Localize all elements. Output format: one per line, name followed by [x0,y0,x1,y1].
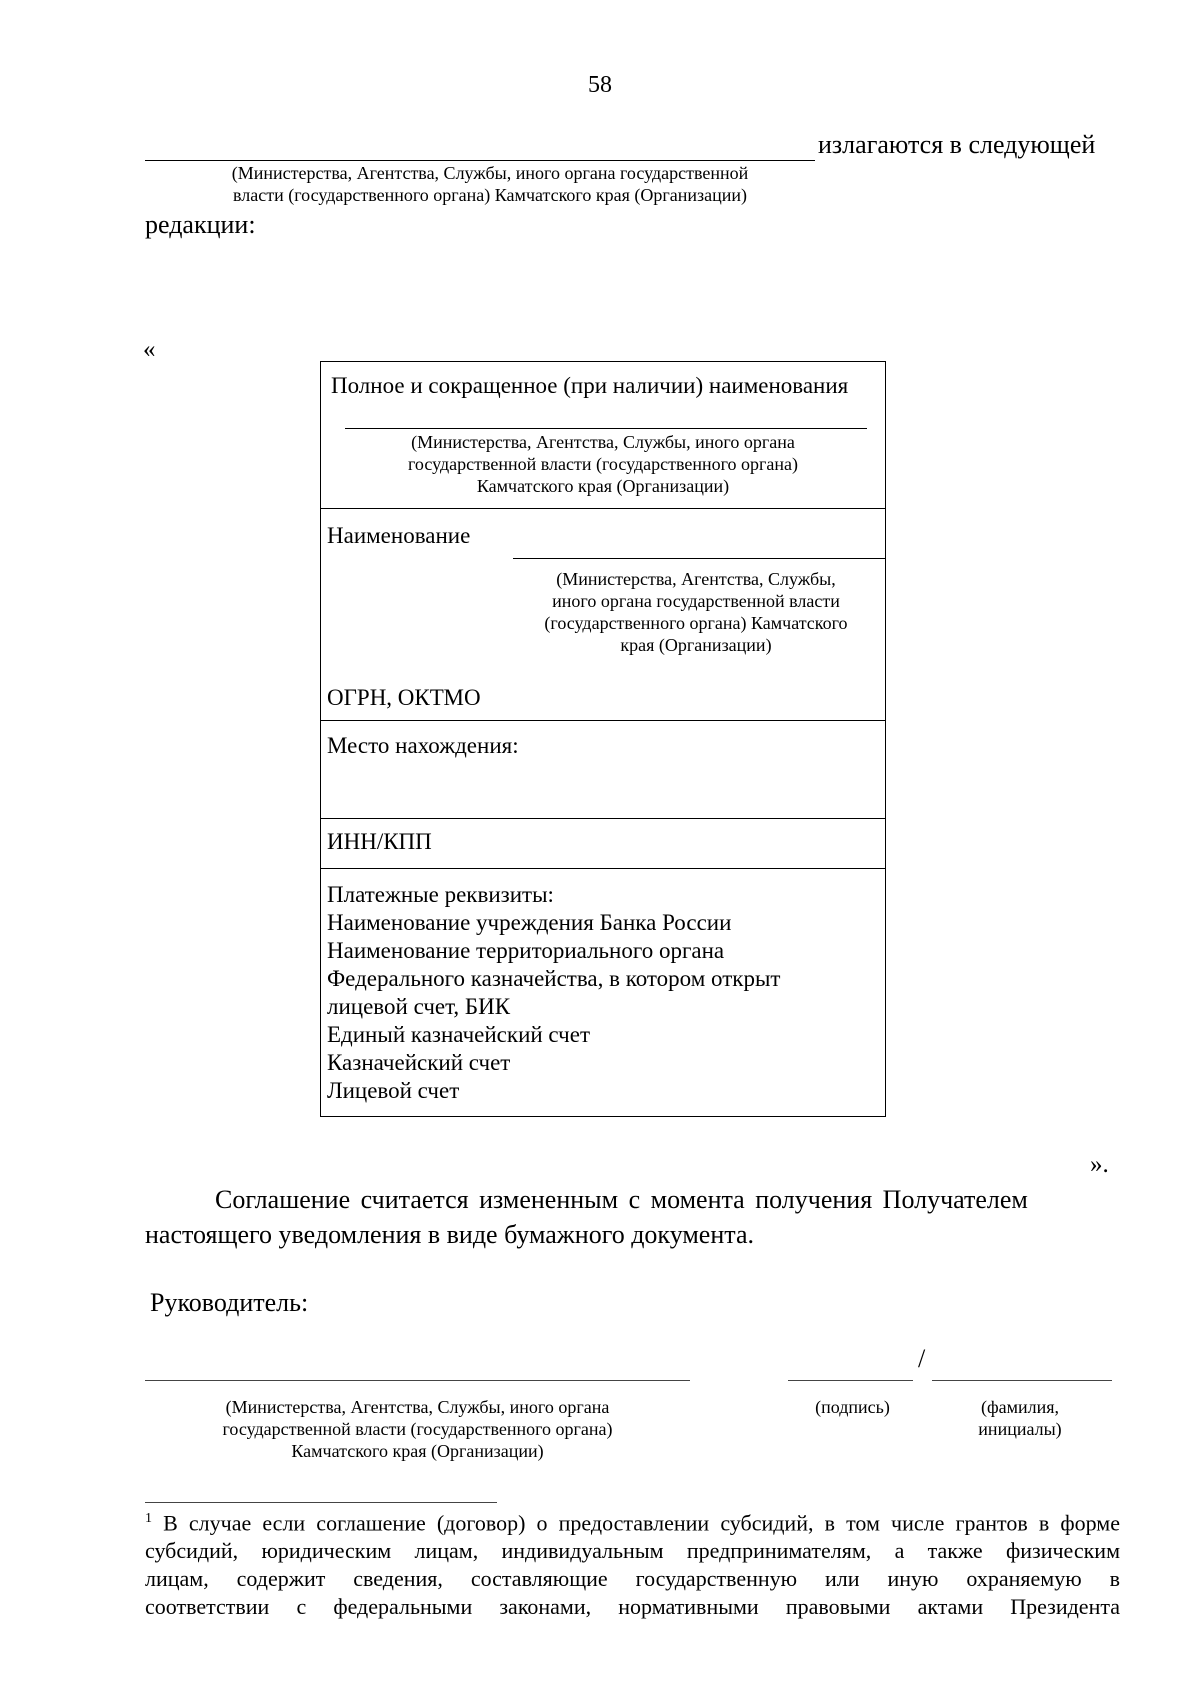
name-caption [511,568,881,656]
statement-line-1: Соглашение считается измененным с момента получения Получателем [215,1185,1028,1214]
statement-paragraph [145,1182,1105,1252]
payment-line: Наименование территориального органа [327,938,725,963]
footnote-separator [145,1502,497,1503]
caption-line: инициалы) [978,1419,1062,1439]
ministry-blank-line [145,160,815,161]
name-signature-line [932,1380,1112,1381]
caption-line: власти (государственного органа) Камчатского края (Организации) [233,185,747,205]
table-row-full-name [321,362,885,509]
name-label: Наименование [327,523,471,548]
caption-line: Камчатского края (Организации) [476,476,730,496]
footnote-line: субсидий, юридическим лицам, индивидуальным предпринимателям, а также физическим [145,1538,1120,1564]
footnote-line: соответствии с федеральными законами, нормативными правовыми актами Президента [145,1594,1120,1620]
payment-line: лицевой счет, БИК [327,994,511,1019]
name-blank-line [513,558,885,559]
caption-line: государственной власти (государственного органа) [222,1419,613,1439]
footnote-marker: 1 [145,1511,152,1526]
inn-kpp-label: ИНН/КПП [327,829,432,854]
ogrn-oktmo-label: ОГРН, ОКТМО [327,685,481,710]
payment-line: Наименование учреждения Банка России [327,910,732,935]
location-label: Место нахождения: [327,733,519,758]
requisites-table [320,361,886,1117]
payment-line: Платежные реквизиты: [327,882,554,907]
caption-line: Камчатского края (Организации) [291,1441,544,1461]
page-number: 58 [588,72,612,98]
caption-line: (Министерства, Агентства, Службы, [556,569,836,589]
table-row-inn-kpp [321,818,885,869]
table-row-location [321,720,885,819]
caption-line: (Министерства, Агентства, Службы, иного органа [411,432,795,452]
full-name-title: Полное и сокращенное (при наличии) наименования [331,373,849,398]
footnote-line-text: В случае если соглашение (договор) о предоставлении субсидий, в том числе грантов в форме [163,1510,1120,1536]
name-caption [955,1396,1085,1440]
caption-line: (фамилия, [980,1397,1060,1417]
intro-continuation: редакции: [145,210,256,239]
org-signature-line [145,1380,690,1381]
footnote [145,1505,1120,1621]
payment-line: Лицевой счет [327,1078,460,1103]
caption-line: (Министерства, Агентства, Службы, иного органа [225,1397,610,1417]
table-row-name [321,508,885,721]
sign-caption: (подпись) [815,1397,890,1417]
caption-line: края (Организации) [620,635,772,655]
footnote-line: лицам, содержит сведения, составляющие государственную или иную охраняемую в [145,1566,1120,1592]
payment-details [327,881,780,1105]
intro-caption [190,162,790,206]
statement-line-2: настоящего уведомления в виде бумажного документа. [145,1220,754,1249]
payment-line: Федерального казначейства, в котором открыт [327,966,781,991]
full-name-caption [321,431,885,497]
intro-suffix: излагаются в следующей [818,130,1096,159]
signature-line [788,1380,913,1381]
org-signature-caption [170,1396,665,1462]
table-row-payment [321,868,885,1116]
caption-line: (государственного органа) Камчатского [544,613,848,633]
caption-line: государственной власти (государственного органа) [407,454,799,474]
payment-line: Казначейский счет [327,1050,511,1075]
quote-open: « [143,336,156,363]
quote-close: ». [1090,1151,1109,1178]
signature-title: Руководитель: [150,1288,309,1317]
full-name-blank-line [345,428,867,429]
signature-separator: / [918,1344,926,1373]
footnote-line [145,1505,1120,1537]
caption-line: (Министерства, Агентства, Службы, иного органа государственной [231,163,749,183]
caption-line: иного органа государственной власти [552,591,840,611]
payment-line: Единый казначейский счет [327,1022,591,1047]
